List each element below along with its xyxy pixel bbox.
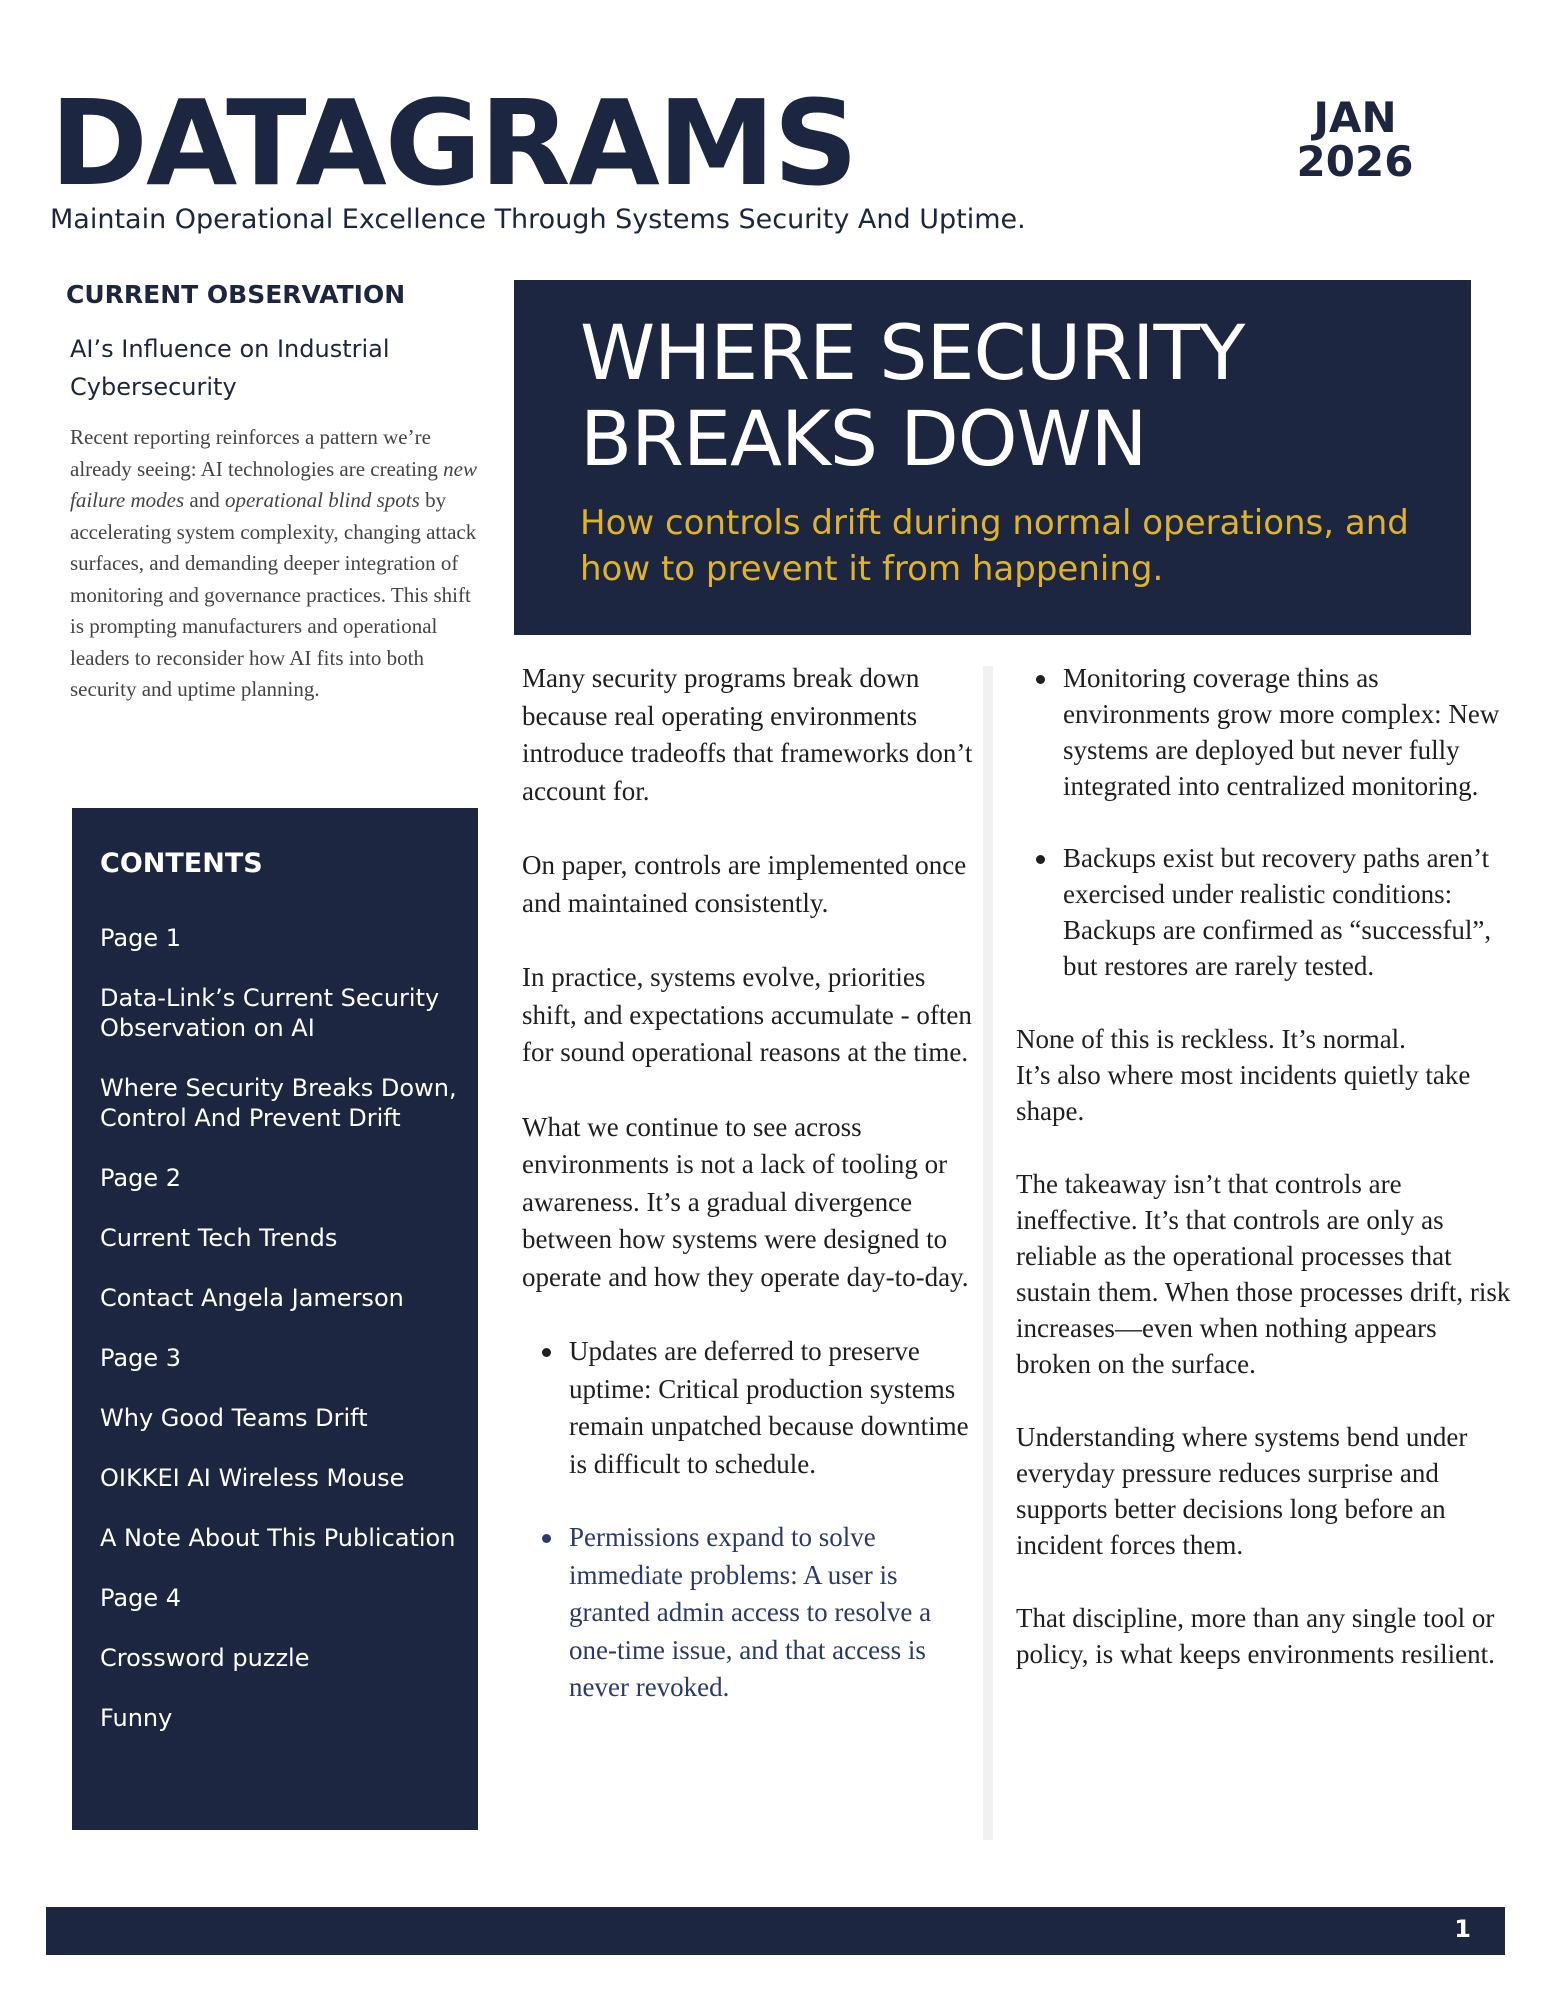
- article-paragraph: [1016, 1021, 1516, 1129]
- article-paragraph: Many security programs break down because real operating environments introduce tradeoffs that frameworks don’t account for.: [522, 663, 973, 806]
- contents-heading: CONTENTS: [100, 848, 263, 879]
- toc-where-security-breaks-down[interactable]: Where Security Breaks Down, Control And Prevent Drift: [100, 1074, 457, 1132]
- observation-subtitle: AI’s Influence on Industrial Cybersecurity: [70, 335, 390, 401]
- article-paragraph: In practice, systems evolve, priorities shift, and expectations accumulate - often for sound operational reasons at the time.: [522, 962, 972, 1067]
- article-line: It’s also where most incidents quietly take shape.: [1016, 1060, 1471, 1126]
- column-divider: [983, 666, 993, 1840]
- article-column-left: [522, 660, 982, 1744]
- toc-contact[interactable]: Contact Angela Jamerson: [100, 1284, 404, 1312]
- toc-page-2[interactable]: Page 2: [100, 1164, 181, 1192]
- bullet-item: Updates are deferred to preserve uptime: Critical production systems remain unpatched because downtime is difficult to schedule.: [522, 1333, 982, 1483]
- issue-month: JAN: [1313, 93, 1397, 142]
- bullet-item: Permissions expand to solve immediate problems: A user is granted admin access to resolve a one-time issue, and that access is never revoked.: [522, 1519, 982, 1707]
- article-paragraph: Understanding where systems bend under everyday pressure reduces surprise and supports better decisions long before an incident forces them.: [1016, 1422, 1468, 1560]
- bullet-list: [1016, 660, 1516, 984]
- masthead-title: DATAGRAMS: [50, 74, 857, 212]
- observation-body: [70, 422, 480, 706]
- tagline: Maintain Operational Excellence Through Systems Security And Uptime.: [50, 204, 1026, 235]
- article-paragraph: That discipline, more than any single tool or policy, is what keeps environments resilient.: [1016, 1603, 1495, 1669]
- observation-text: and: [184, 488, 225, 512]
- bullet-list: [522, 1333, 982, 1707]
- hero-banner: [514, 280, 1471, 635]
- toc-good-teams-drift[interactable]: Why Good Teams Drift: [100, 1404, 368, 1432]
- observation-emphasis: operational blind spots: [224, 488, 420, 512]
- contents-panel: [72, 808, 478, 1830]
- toc-funny[interactable]: Funny: [100, 1704, 173, 1732]
- observation-heading: CURRENT OBSERVATION: [66, 280, 406, 309]
- page-number: 1: [1454, 1915, 1471, 1943]
- bullet-item: Monitoring coverage thins as environments grow more complex: New systems are deployed but never fully integrated into centralized monitoring.: [1016, 660, 1516, 804]
- hero-subtitle: How controls drift during normal operations, and how to prevent it from happening.: [580, 503, 1409, 589]
- toc-tech-trends[interactable]: Current Tech Trends: [100, 1224, 338, 1252]
- toc-crossword[interactable]: Crossword puzzle: [100, 1644, 310, 1672]
- issue-year: 2026: [1296, 137, 1414, 186]
- observation-emphasis: new failure modes: [70, 456, 477, 512]
- toc-page-4[interactable]: Page 4: [100, 1584, 181, 1612]
- article-column-right: [1016, 660, 1516, 1709]
- observation-text: Recent reporting reinforces a pattern we’re already seeing: AI technologies are creating: [70, 425, 444, 481]
- hero-title: WHERE SECURITY BREAKS DOWN: [580, 308, 1245, 483]
- article-paragraph: On paper, controls are implemented once and maintained consistently.: [522, 850, 967, 918]
- toc-page-3[interactable]: Page 3: [100, 1344, 181, 1372]
- toc-page-1[interactable]: Page 1: [100, 924, 181, 952]
- toc-publication-note[interactable]: A Note About This Publication: [100, 1524, 456, 1552]
- bullet-item: Backups exist but recovery paths aren’t exercised under realistic conditions: Backups are confirmed as “successful”, but restores are rarely tested.: [1016, 840, 1516, 984]
- issue-date: [1285, 93, 1425, 186]
- footer-bar: [46, 1907, 1505, 1955]
- article-line: None of this is reckless. It’s normal.: [1016, 1024, 1406, 1054]
- toc-security-observation[interactable]: Data-Link’s Current Security Observation on AI: [100, 984, 440, 1042]
- observation-text: by accelerating system complexity, changing attack surfaces, and demanding deeper integration of monitoring and governance practices. This shift is prompting manufacturers and operational leaders to reconsider how AI fits into both security and uptime planning.: [70, 488, 477, 701]
- toc-wireless-mouse[interactable]: OIKKEI AI Wireless Mouse: [100, 1464, 405, 1492]
- article-paragraph: The takeaway isn’t that controls are ineffective. It’s that controls are only as reliable as the operational processes that sustain them. When those processes drift, risk increases—even when nothing appears broken on the surface.: [1016, 1169, 1511, 1379]
- article-paragraph: What we continue to see across environments is not a lack of tooling or awareness. It’s a gradual divergence between how systems were designed to operate and how they operate day-to-day.: [522, 1111, 969, 1292]
